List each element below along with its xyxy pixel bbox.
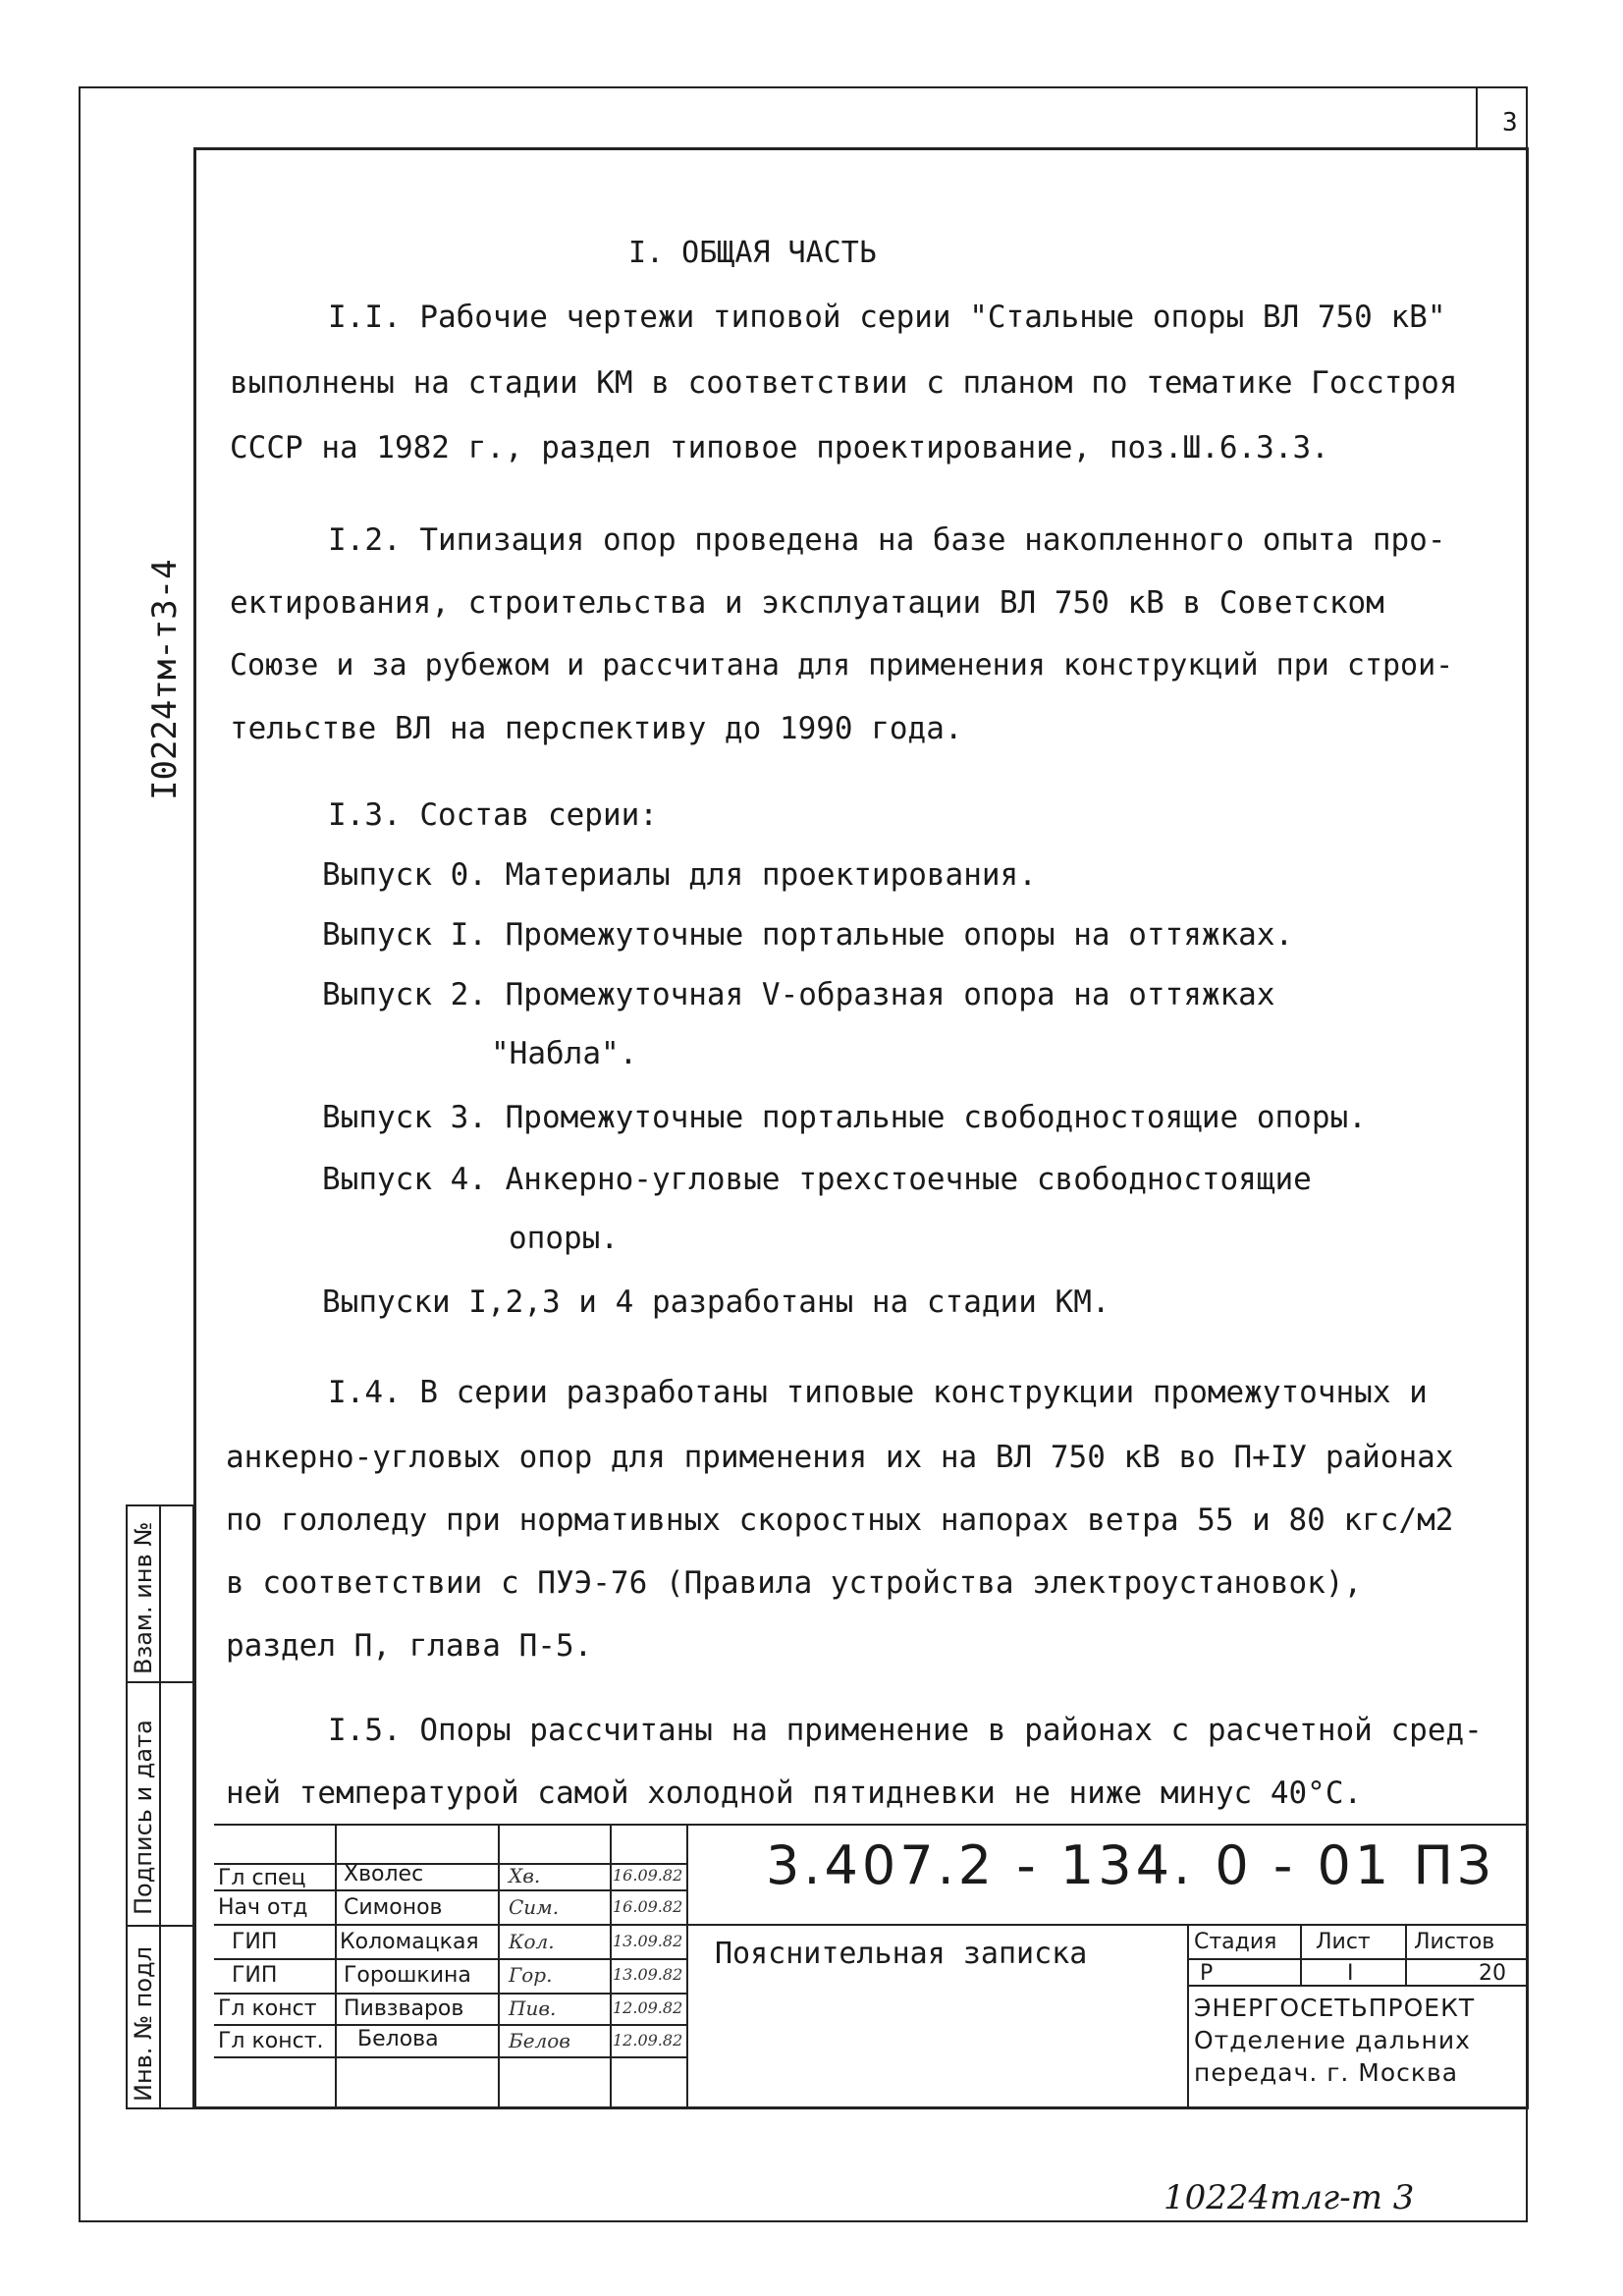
stamp-name: Белова <box>357 2027 439 2051</box>
stage-value: Р <box>1200 1961 1214 1986</box>
stamp-signature: Кол. <box>509 1930 555 1953</box>
stamp-role: Гл конст. <box>218 2029 324 2053</box>
stamp-signature: Белов <box>509 2029 570 2052</box>
paragraph-line: I.I. Рабочие чертежи типовой серии "Стальные опоры ВЛ 750 кВ" <box>328 300 1446 335</box>
paragraph-line: тельстве ВЛ на перспективу до 1990 года. <box>230 711 963 746</box>
paragraph-line: I.4. В серии разработаны типовые конструкции промежуточных и <box>328 1375 1428 1410</box>
paragraph-line: Выпуск 0. Материалы для проектирования. <box>322 857 1037 893</box>
stamp-name: Коломацкая <box>340 1930 479 1954</box>
stamp-date: 12.09.82 <box>613 2031 683 2050</box>
stamp-name: Симонов <box>344 1895 443 1920</box>
stamp-role: ГИП <box>232 1930 278 1954</box>
paragraph-line: СССР на 1982 г., раздел типовое проектирование, поз.Ш.6.3.3. <box>230 430 1329 465</box>
paragraph-line: Выпуск 4. Анкерно-угловые трехстоечные свободностоящие <box>322 1162 1312 1197</box>
sheets-value: 20 <box>1479 1961 1506 1986</box>
sheet-value: I <box>1347 1961 1354 1986</box>
footer-code: 10224тлг-т 3 <box>1163 2178 1415 2217</box>
stamp-signature: Гор. <box>509 1963 553 1987</box>
stamp-signature: Сим. <box>509 1895 560 1919</box>
stamp-role: ГИП <box>232 1963 278 1988</box>
paragraph-line: анкерно-угловых опор для применения их на ВЛ 750 кВ во П+IУ районах <box>226 1440 1454 1475</box>
paragraph-line: Союзе и за рубежом и рассчитана для применения конструкций при строи- <box>230 648 1454 683</box>
paragraph-line: Выпуск 3. Промежуточные портальные свободностоящие опоры. <box>322 1100 1367 1135</box>
paragraph-line: в соответствии с ПУЭ-76 (Правила устройства электроустановок), <box>226 1565 1363 1601</box>
paragraph-line: опоры. <box>509 1221 619 1256</box>
page-number: 3 <box>1502 108 1518 137</box>
sheets-label: Листов <box>1414 1930 1495 1954</box>
paragraph-line: I.2. Типизация опор проведена на базе накопленного опыта про- <box>328 522 1446 558</box>
document-code: 3.407.2 - 134. 0 - 01 ПЗ <box>766 1834 1495 1896</box>
stamp-name: Пивзваров <box>344 1996 464 2021</box>
stamp-date: 13.09.82 <box>613 1932 683 1950</box>
paragraph-line: выполнены на стадии КМ в соответствии с планом по тематике Госстроя <box>230 365 1458 401</box>
sheet-label: Лист <box>1316 1930 1371 1954</box>
section-title: I. ОБЩАЯ ЧАСТЬ <box>628 236 877 270</box>
paragraph-line: Выпуск I. Промежуточные портальные опоры на оттяжках. <box>322 917 1294 953</box>
stamp-role: Нач отд <box>218 1895 308 1920</box>
organization-name: ЭНЕРГОСЕТЬПРОЕКТ <box>1194 1994 1476 2022</box>
document-name: Пояснительная записка <box>715 1937 1088 1971</box>
paragraph-line: ней температурой самой холодной пятидневки не ниже минус 40°С. <box>226 1776 1363 1811</box>
stamp-role: Гл спец <box>218 1866 306 1890</box>
paragraph-line: "Набла". <box>491 1036 638 1071</box>
organization-city: передач. г. Москва <box>1194 2058 1459 2087</box>
stamp-name: Хволес <box>344 1862 424 1886</box>
paragraph-line: по гололеду при нормативных скоростных напорах ветра 55 и 80 кгс/м2 <box>226 1503 1454 1538</box>
paragraph-line: ектирования, строительства и эксплуатации ВЛ 750 кВ в Советском <box>230 585 1384 621</box>
stamp-name: Горошкина <box>344 1963 471 1988</box>
stamp-signature: Пив. <box>509 1996 557 2020</box>
stamp-role: Гл конст <box>218 1996 317 2021</box>
label-sign-date: Подпись и дата <box>130 1720 157 1915</box>
stamp-signature: Хв. <box>509 1864 541 1887</box>
label-inv-sub: Взам. инв № <box>130 1521 157 1674</box>
organization-department: Отделение дальних <box>1194 2026 1471 2054</box>
label-inv-orig: Инв. № подл <box>130 1946 157 2102</box>
stamp-date: 13.09.82 <box>613 1965 683 1984</box>
paragraph-line: I.5. Опоры рассчитаны на применение в районах с расчетной сред- <box>328 1713 1483 1748</box>
paragraph-line: Выпуски I,2,3 и 4 разработаны на стадии КМ. <box>322 1285 1110 1320</box>
paragraph-line: Выпуск 2. Промежуточная V-образная опора на оттяжках <box>322 977 1275 1012</box>
stamp-date: 12.09.82 <box>613 1998 683 2017</box>
paragraph-line: I.3. Состав серии: <box>328 797 658 833</box>
stamp-date: 16.09.82 <box>613 1866 683 1885</box>
paragraph-line: раздел П, глава П-5. <box>226 1628 593 1664</box>
stamp-date: 16.09.82 <box>613 1897 683 1916</box>
side-document-code: I0224тм-т3-4 <box>145 559 185 800</box>
stage-label: Стадия <box>1194 1930 1277 1954</box>
